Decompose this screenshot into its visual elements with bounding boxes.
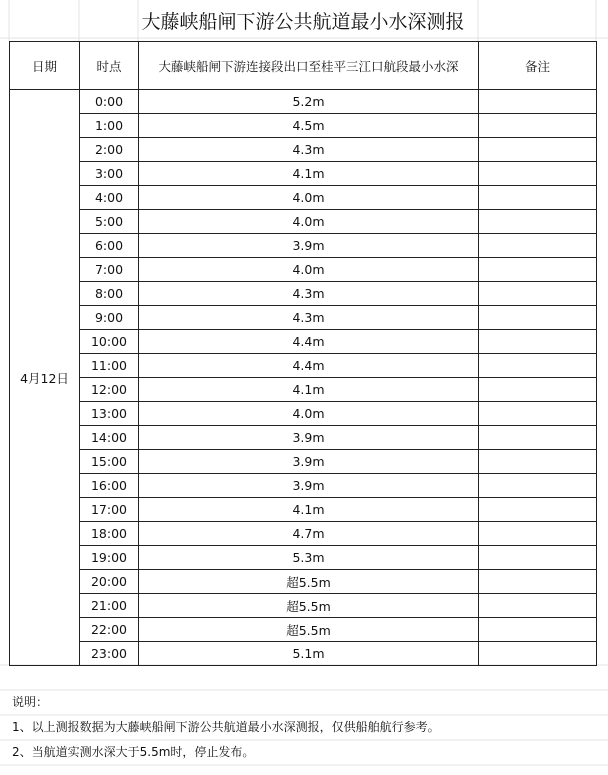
remark-cell[interactable] xyxy=(479,522,597,546)
table-body xyxy=(10,90,597,666)
table-row xyxy=(10,90,597,114)
remark-cell[interactable] xyxy=(479,258,597,282)
table-row xyxy=(10,114,597,138)
remark-cell[interactable] xyxy=(479,378,597,402)
time-cell[interactable]: 14:00 xyxy=(80,426,139,450)
depth-cell[interactable]: 4.1m xyxy=(139,498,479,522)
depth-report-table xyxy=(9,41,597,666)
time-cell[interactable]: 12:00 xyxy=(80,378,139,402)
depth-cell[interactable]: 3.9m xyxy=(139,234,479,258)
time-cell[interactable]: 10:00 xyxy=(80,330,139,354)
time-cell[interactable]: 13:00 xyxy=(80,402,139,426)
remark-cell[interactable] xyxy=(479,450,597,474)
table-row xyxy=(10,546,597,570)
time-cell[interactable]: 4:00 xyxy=(80,186,139,210)
date-cell[interactable]: 4月12日 xyxy=(10,90,80,666)
table-row xyxy=(10,162,597,186)
table-row xyxy=(10,570,597,594)
table-row xyxy=(10,138,597,162)
table-row xyxy=(10,498,597,522)
remark-cell[interactable] xyxy=(479,642,597,666)
table-row xyxy=(10,474,597,498)
remark-cell[interactable] xyxy=(479,426,597,450)
header-remark[interactable]: 备注 xyxy=(479,42,597,90)
time-cell[interactable]: 18:00 xyxy=(80,522,139,546)
table-row xyxy=(10,186,597,210)
depth-cell[interactable]: 4.0m xyxy=(139,210,479,234)
time-cell[interactable]: 1:00 xyxy=(80,114,139,138)
depth-cell[interactable]: 超5.5m xyxy=(139,570,479,594)
table-row xyxy=(10,354,597,378)
remark-cell[interactable] xyxy=(479,354,597,378)
time-cell[interactable]: 3:00 xyxy=(80,162,139,186)
depth-cell[interactable]: 4.7m xyxy=(139,522,479,546)
table-row xyxy=(10,378,597,402)
time-cell[interactable]: 6:00 xyxy=(80,234,139,258)
table-row xyxy=(10,450,597,474)
notes-section xyxy=(12,690,440,765)
note-item-1: 1、以上测报数据为大藤峡船闸下游公共航道最小水深测报，仅供船舶航行参考。 xyxy=(12,720,440,734)
remark-cell[interactable] xyxy=(479,570,597,594)
remark-cell[interactable] xyxy=(479,234,597,258)
time-cell[interactable]: 11:00 xyxy=(80,354,139,378)
time-cell[interactable]: 19:00 xyxy=(80,546,139,570)
time-cell[interactable]: 17:00 xyxy=(80,498,139,522)
notes-heading: 说明： xyxy=(12,695,49,709)
time-cell[interactable]: 21:00 xyxy=(80,594,139,618)
table-row xyxy=(10,426,597,450)
depth-cell[interactable]: 4.3m xyxy=(139,282,479,306)
time-cell[interactable]: 2:00 xyxy=(80,138,139,162)
table-row xyxy=(10,234,597,258)
header-row xyxy=(10,42,597,90)
depth-cell[interactable]: 3.9m xyxy=(139,426,479,450)
remark-cell[interactable] xyxy=(479,330,597,354)
depth-cell[interactable]: 5.1m xyxy=(139,642,479,666)
depth-cell[interactable]: 4.4m xyxy=(139,330,479,354)
note-item-2: 2、当航道实测水深大于5.5m时，停止发布。 xyxy=(12,745,255,759)
depth-cell[interactable]: 4.1m xyxy=(139,162,479,186)
time-cell[interactable]: 22:00 xyxy=(80,618,139,642)
table-row xyxy=(10,642,597,666)
remark-cell[interactable] xyxy=(479,162,597,186)
header-time[interactable]: 时点 xyxy=(80,42,139,90)
time-cell[interactable]: 20:00 xyxy=(80,570,139,594)
remark-cell[interactable] xyxy=(479,90,597,114)
header-min-depth[interactable]: 大藤峡船闸下游连接段出口至桂平三江口航段最小水深 xyxy=(139,42,479,90)
depth-cell[interactable]: 3.9m xyxy=(139,450,479,474)
time-cell[interactable]: 23:00 xyxy=(80,642,139,666)
header-date[interactable]: 日期 xyxy=(10,42,80,90)
depth-cell[interactable]: 5.2m xyxy=(139,90,479,114)
depth-cell[interactable]: 3.9m xyxy=(139,474,479,498)
depth-cell[interactable]: 4.0m xyxy=(139,402,479,426)
depth-cell[interactable]: 4.0m xyxy=(139,258,479,282)
depth-cell[interactable]: 4.4m xyxy=(139,354,479,378)
table-row xyxy=(10,330,597,354)
time-cell[interactable]: 9:00 xyxy=(80,306,139,330)
depth-cell[interactable]: 超5.5m xyxy=(139,618,479,642)
table-row xyxy=(10,306,597,330)
remark-cell[interactable] xyxy=(479,114,597,138)
table-row xyxy=(10,618,597,642)
remark-cell[interactable] xyxy=(479,618,597,642)
table-row xyxy=(10,282,597,306)
time-cell[interactable]: 15:00 xyxy=(80,450,139,474)
table-row xyxy=(10,210,597,234)
remark-cell[interactable] xyxy=(479,498,597,522)
remark-cell[interactable] xyxy=(479,306,597,330)
remark-cell[interactable] xyxy=(479,210,597,234)
time-cell[interactable]: 8:00 xyxy=(80,282,139,306)
remark-cell[interactable] xyxy=(479,594,597,618)
depth-cell[interactable]: 超5.5m xyxy=(139,594,479,618)
remark-cell[interactable] xyxy=(479,282,597,306)
report-title: 大藤峡船闸下游公共航道最小水深测报 xyxy=(141,11,465,33)
depth-cell[interactable]: 5.3m xyxy=(139,546,479,570)
time-cell[interactable]: 16:00 xyxy=(80,474,139,498)
depth-cell[interactable]: 4.5m xyxy=(139,114,479,138)
time-cell[interactable]: 7:00 xyxy=(80,258,139,282)
table-row xyxy=(10,402,597,426)
remark-cell[interactable] xyxy=(479,474,597,498)
remark-cell[interactable] xyxy=(479,546,597,570)
table-row xyxy=(10,258,597,282)
time-cell[interactable]: 0:00 xyxy=(80,90,139,114)
depth-cell[interactable]: 4.0m xyxy=(139,186,479,210)
table-row xyxy=(10,522,597,546)
depth-cell[interactable]: 4.3m xyxy=(139,306,479,330)
remark-cell[interactable] xyxy=(479,186,597,210)
depth-cell[interactable]: 4.3m xyxy=(139,138,479,162)
table-row xyxy=(10,594,597,618)
time-cell[interactable]: 5:00 xyxy=(80,210,139,234)
depth-cell[interactable]: 4.1m xyxy=(139,378,479,402)
remark-cell[interactable] xyxy=(479,138,597,162)
remark-cell[interactable] xyxy=(479,402,597,426)
